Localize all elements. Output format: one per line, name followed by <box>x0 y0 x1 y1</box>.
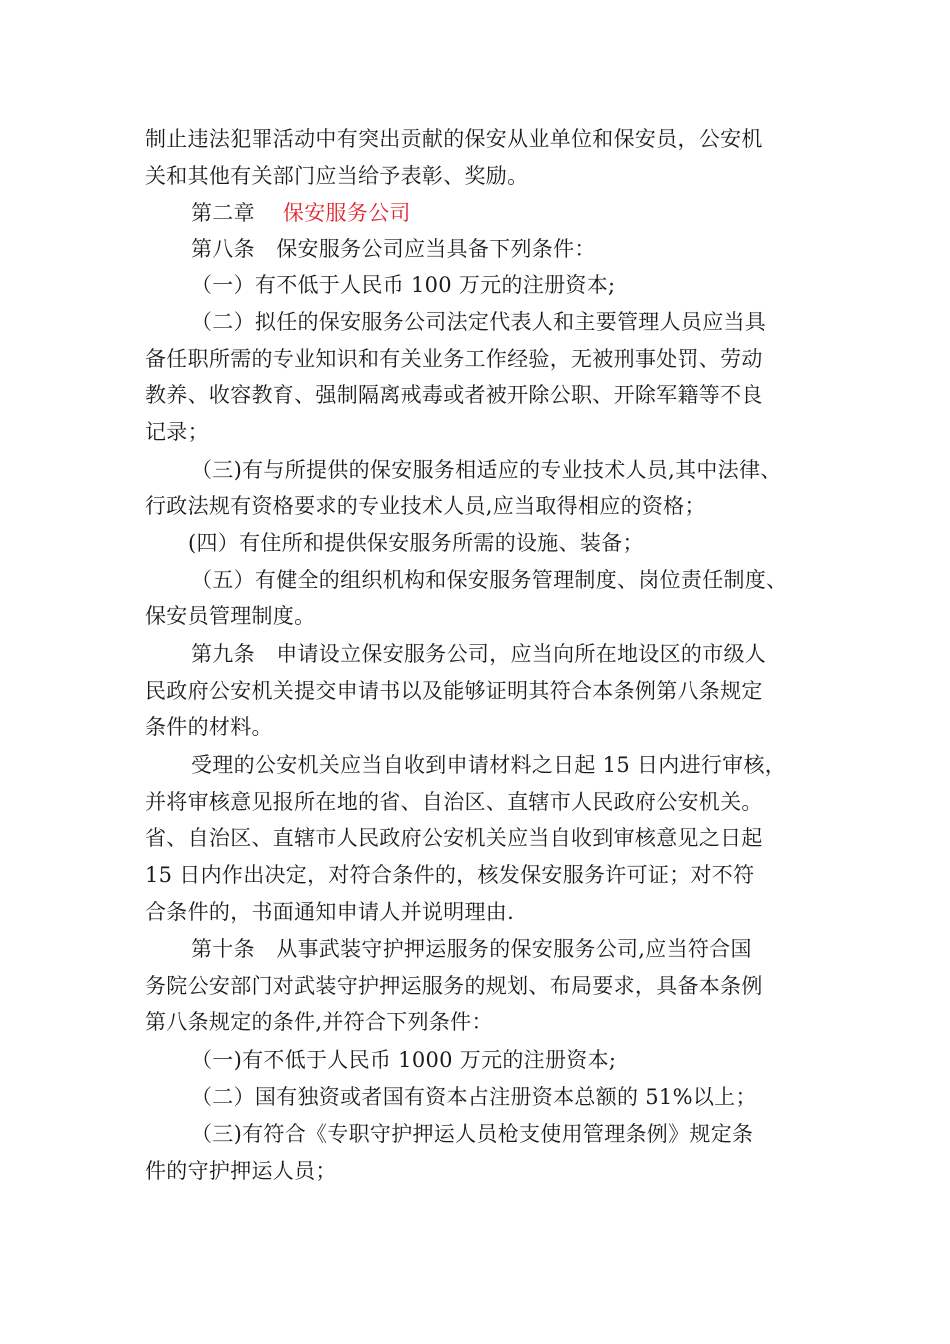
paragraph-line: 关和其他有关部门应当给予表彰、奖励。 <box>145 164 529 188</box>
list-item-line: （五）有健全的组织机构和保安服务管理制度、岗位责任制度、 <box>191 568 788 592</box>
paragraph-line: 保安员管理制度。 <box>145 604 316 628</box>
list-item-line: （二）国有独资或者国有资本占注册资本总额的 51%以上； <box>191 1085 757 1109</box>
paragraph-line: 15 日内作出决定，对符合条件的，核发保安服务许可证；对不符 <box>145 863 755 887</box>
list-item-line: （一）有不低于人民币 100 万元的注册资本; <box>191 273 616 297</box>
chapter-heading <box>191 199 411 227</box>
chapter-number: 第二章 <box>191 201 255 225</box>
paragraph-line: 备任职所需的专业知识和有关业务工作经验，无被刑事处罚、劳动 <box>145 347 763 371</box>
list-item-line: （三)有符合《专职守护押运人员枪支使用管理条例》规定条 <box>191 1122 754 1146</box>
paragraph-line: 制止违法犯罪活动中有突出贡献的保安从业单位和保安员，公安机 <box>145 127 763 151</box>
paragraph-line: 条件的材料。 <box>145 715 273 739</box>
list-item-line: （一)有不低于人民币 1000 万元的注册资本; <box>191 1048 617 1072</box>
paragraph-line: 民政府公安机关提交申请书以及能够证明其符合本条例第八条规定 <box>145 679 763 703</box>
article-heading-line: 第十条 从事武装守护押运服务的保安服务公司,应当符合国 <box>191 937 752 961</box>
paragraph-line: 合条件的，书面通知申请人并说明理由. <box>145 900 515 924</box>
paragraph-line: 教养、收容教育、强制隔离戒毒或者被开除公职、开除军籍等不良 <box>145 383 763 407</box>
list-item-line: (四）有住所和提供保安服务所需的设施、装备； <box>188 531 644 555</box>
article-heading-line: 第八条 保安服务公司应当具备下列条件： <box>191 237 596 261</box>
paragraph-line: 行政法规有资格要求的专业技术人员,应当取得相应的资格； <box>145 494 706 518</box>
paragraph-line: 并将审核意见报所在地的省、自治区、直辖市人民政府公安机关。 <box>145 790 763 814</box>
paragraph-line: 受理的公安机关应当自收到申请材料之日起 15 日内进行审核， <box>191 753 787 777</box>
paragraph-line: 记录； <box>145 420 209 444</box>
article-heading-line: 第九条 申请设立保安服务公司，应当向所在地设区的市级人 <box>191 642 767 666</box>
list-item-line: （三)有与所提供的保安服务相适应的专业技术人员,其中法律、 <box>191 458 782 482</box>
list-item-line: （二）拟任的保安服务公司法定代表人和主要管理人员应当具 <box>191 310 767 334</box>
paragraph-line: 第八条规定的条件,并符合下列条件： <box>145 1010 493 1034</box>
paragraph-line: 件的守护押运人员； <box>145 1159 337 1183</box>
chapter-title: 保安服务公司 <box>282 201 411 225</box>
paragraph-line: 省、自治区、直辖市人民政府公安机关应当自收到审核意见之日起 <box>145 826 763 850</box>
paragraph-line: 务院公安部门对武装守护押运服务的规划、布局要求，具备本条例 <box>145 974 763 998</box>
